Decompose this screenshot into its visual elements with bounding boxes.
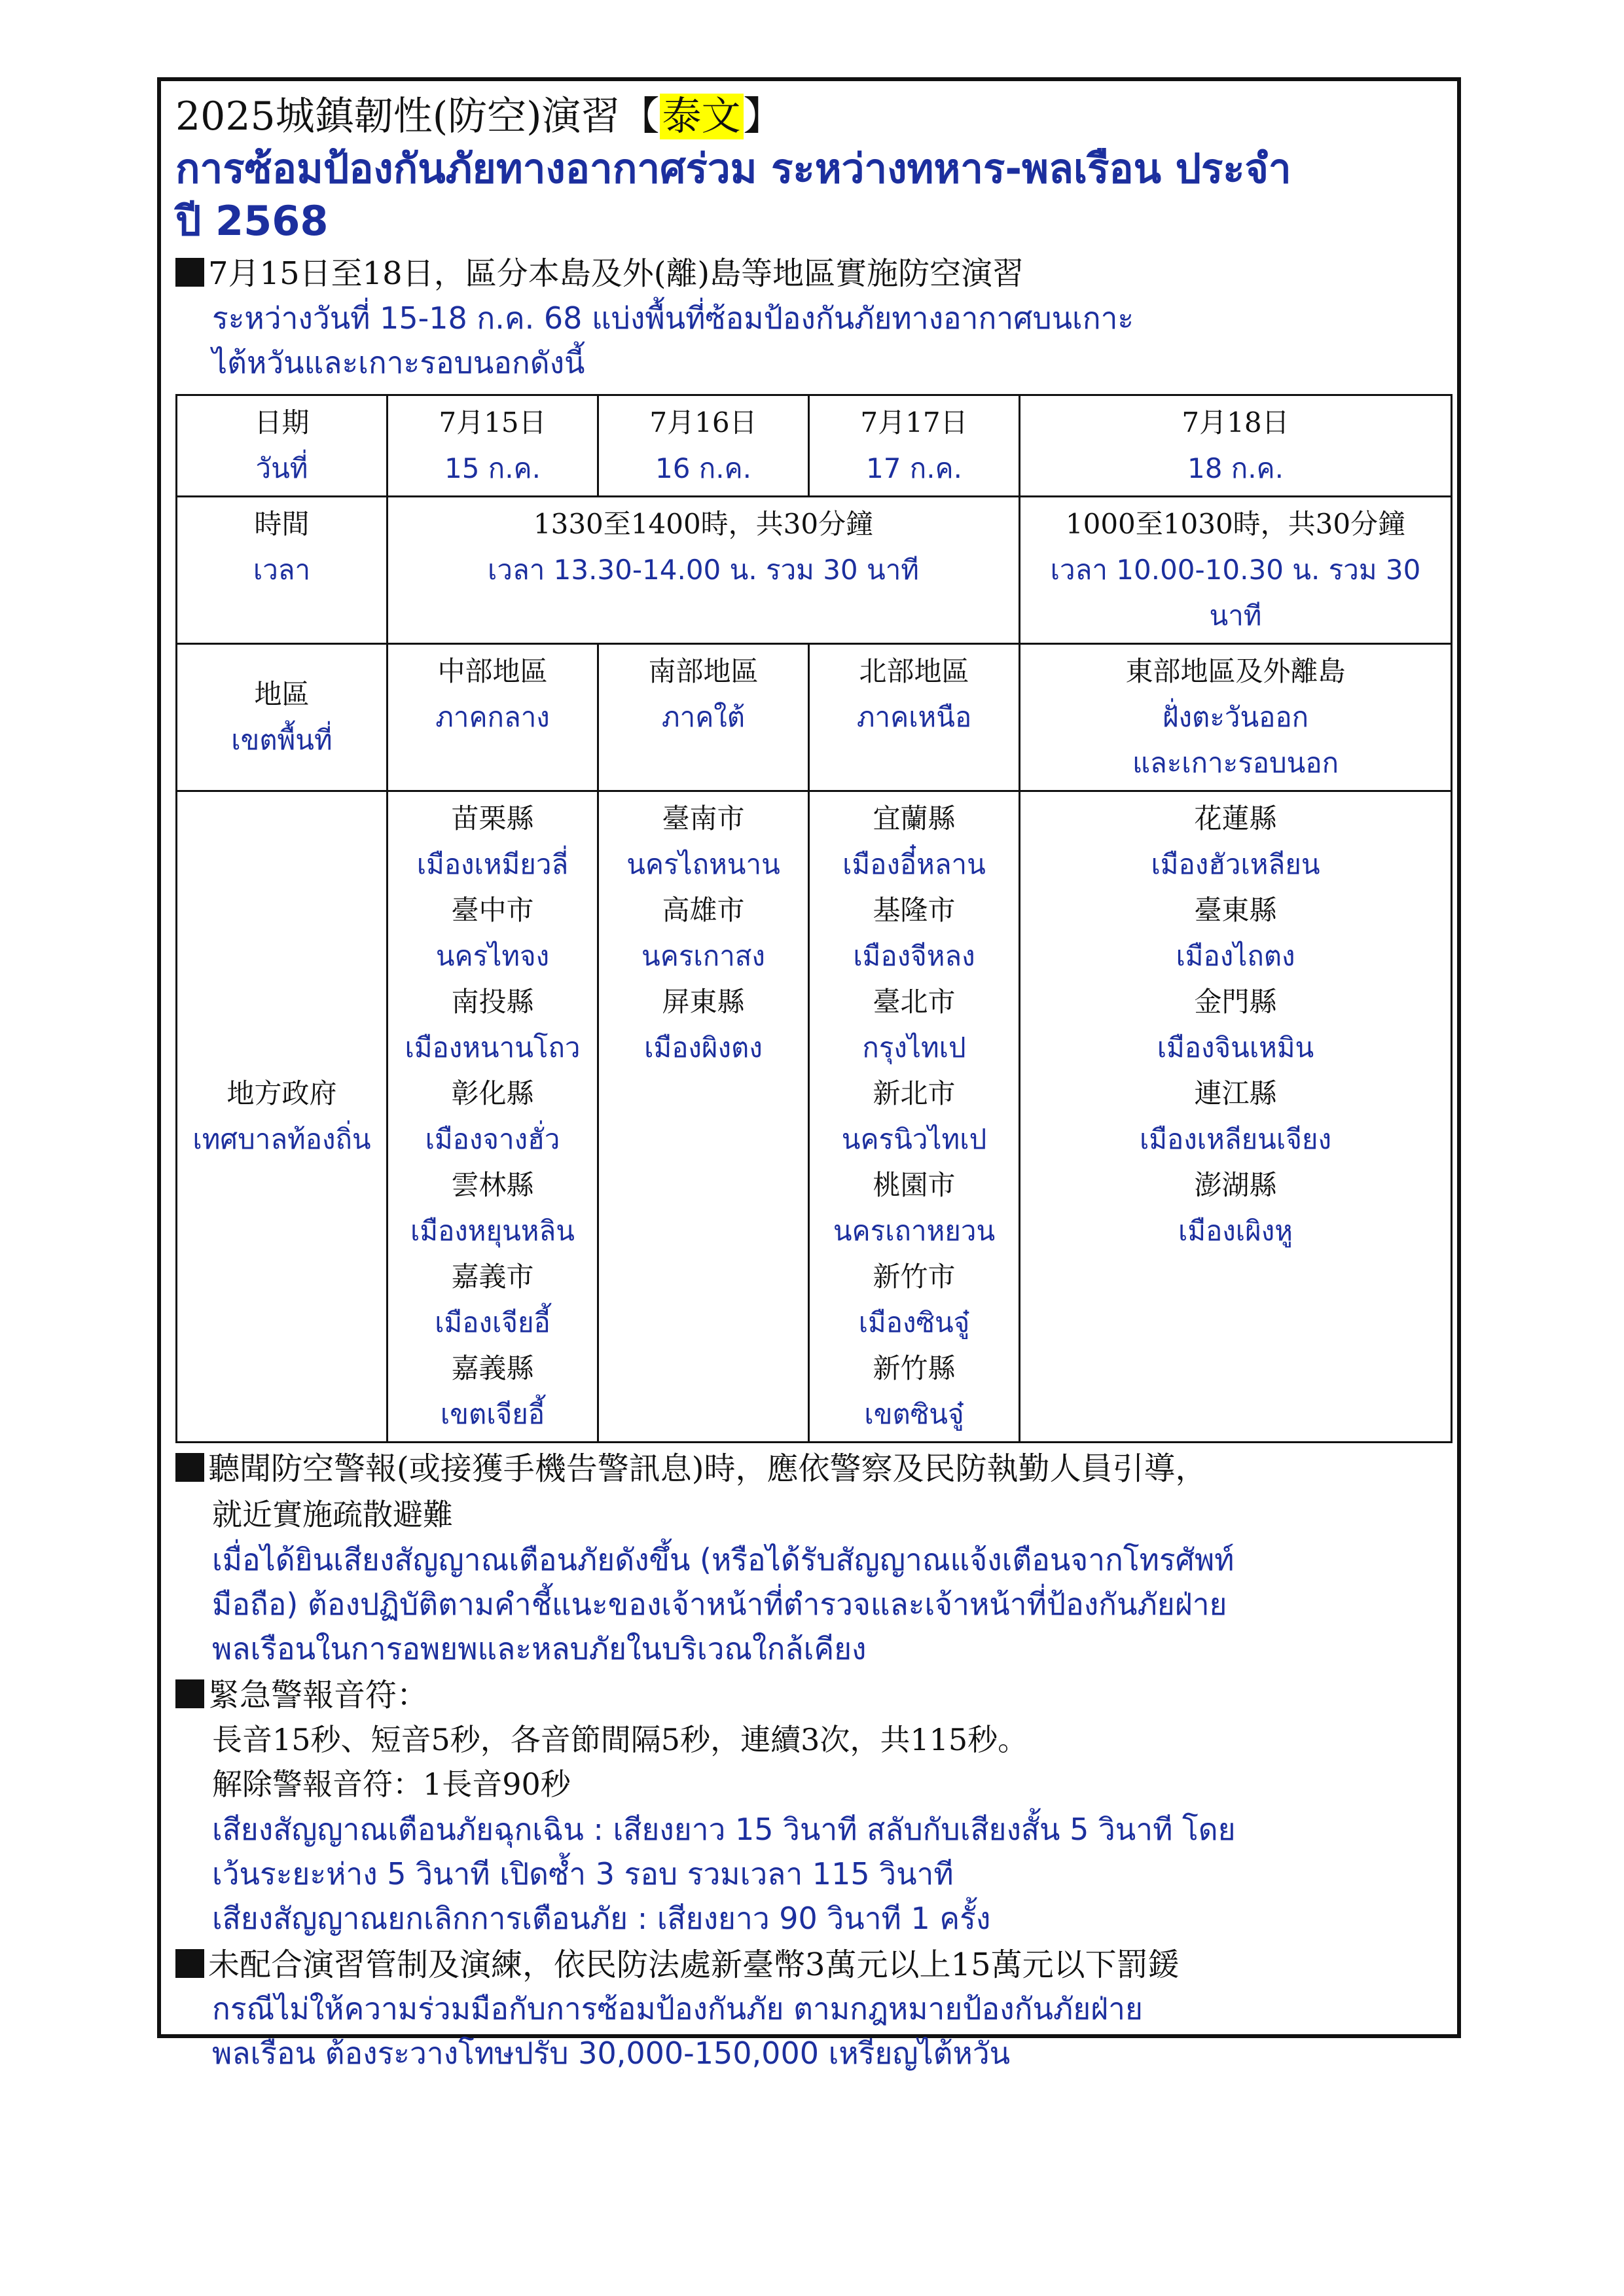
penalty-cn-text: 未配合演習管制及演練，依民防法處新臺幣3萬元以上15萬元以下罰鍰	[208, 1946, 1180, 1983]
time-cell-b: 1000至1030時，共30分鐘 เวลา 10.00-10.30 น. รวม 30 นาที	[1020, 497, 1452, 644]
county-name-cn: 金門縣	[1194, 986, 1277, 1018]
county-name-th: เมืองหยุนหลิน	[410, 1215, 575, 1247]
alarm-th-line2: มือถือ) ต้องปฏิบัติตามคำชี้แนะของเจ้าหน้าที่ตำรวจและเจ้าหน้าที่ป้องกันภัยฝ่าย	[212, 1587, 1227, 1622]
county-name-th: เมืองซินจู๋	[858, 1306, 970, 1338]
county-name-th: เมืองเหมียวลี่	[416, 848, 569, 880]
penalty-cn	[175, 1944, 1180, 1986]
document-frame	[157, 77, 1461, 2071]
date-label-cell: 日期 วันที่	[177, 395, 388, 497]
government-list-north	[809, 791, 1020, 1443]
signal-cn-head-text: 緊急警報音符：	[208, 1677, 429, 1713]
county-name-cn: 連江縣	[1194, 1077, 1277, 1109]
county-name-th: เมืองจางฮั่ว	[425, 1123, 560, 1155]
county-name-cn: 桃園市	[873, 1169, 956, 1201]
government-list-south	[598, 791, 809, 1443]
county-name-cn: 屏東縣	[662, 986, 745, 1018]
area-cell: 東部地區及外離島 ฝั่งตะวันออก และเกาะรอบนอก	[1020, 644, 1452, 791]
county-name-th: เมืองอี๋หลาน	[842, 848, 986, 880]
alarm-cn-line2: 就近實施疏散避難	[212, 1497, 453, 1532]
county-name-cn: 新竹市	[873, 1261, 956, 1293]
county-name-th: เขตเจียอี้	[440, 1398, 545, 1430]
county-name-th: เมืองฮัวเหลียน	[1151, 848, 1320, 880]
government-list-east	[1020, 791, 1452, 1443]
area-label-cell: 地區 เขตพื้นที่	[177, 644, 388, 791]
county-name-th: นครไทจง	[435, 940, 550, 972]
county-name-th: เมืองเหลียนเจียง	[1140, 1123, 1331, 1155]
county-name-th: เขตซินจู๋	[864, 1398, 964, 1430]
area-cell: 中部地區 ภาคกลาง	[388, 644, 598, 791]
county-name-cn: 花蓮縣	[1194, 802, 1277, 834]
county-name-cn: 雲林縣	[451, 1169, 534, 1201]
signal-cn-line1: 長音15秒、短音5秒，各音節間隔5秒，連續3次，共115秒。	[212, 1722, 1028, 1757]
intro-th-line1: ระหว่างวันที่ 15-18 ก.ค. 68 แบ่งพื้นที่ซ้อมป้องกันภัยทางอากาศบนเกาะ	[212, 300, 1134, 336]
county-name-cn: 嘉義縣	[451, 1352, 534, 1384]
signal-cn-line2: 解除警報音符：1長音90秒	[212, 1767, 571, 1802]
county-name-cn: 宜蘭縣	[873, 802, 956, 834]
alarm-cn-text: 聽聞防空警報(或接獲手機告警訊息)時，應依警察及民防執勤人員引導，	[208, 1450, 1207, 1487]
title-cn-prefix: 2025城鎮韌性(防空)演習【	[175, 94, 660, 139]
signal-cn-head	[175, 1674, 428, 1716]
county-name-th: นครนิวไทเป	[841, 1123, 987, 1155]
signal-th-line3: เสียงสัญญาณยกเลิกการเตือนภัย : เสียงยาว 90 วินาที 1 ครั้ง	[212, 1901, 991, 1936]
signal-th-line1: เสียงสัญญาณเตือนภัยฉุกเฉิน : เสียงยาว 15 วินาที สลับกับเสียงสั้น 5 วินาที โดย	[212, 1812, 1236, 1847]
government-list-central	[388, 791, 598, 1443]
county-name-th: นครเถาหยวน	[833, 1215, 996, 1247]
area-row	[177, 644, 1452, 791]
time-cell-a: 1330至1400時，共30分鐘 เวลา 13.30-14.00 น. รวม 30 นาที	[388, 497, 1020, 644]
time-label-cell: 時間 เวลา	[177, 497, 388, 644]
county-name-cn: 新竹縣	[873, 1352, 956, 1384]
date-cell: 7月18日 18 ก.ค.	[1020, 395, 1452, 497]
title-thai-line2: ปี 2568	[175, 197, 329, 245]
county-name-cn: 嘉義市	[451, 1261, 534, 1293]
penalty-th-line2: พลเรือน ต้องระวางโทษปรับ 30,000-150,000 เหรียญไต้หวัน	[212, 2036, 1011, 2071]
county-name-cn: 南投縣	[451, 986, 534, 1018]
county-name-th: เมืองจีหลง	[853, 940, 975, 972]
area-cell: 南部地區 ภาคใต้	[598, 644, 809, 791]
penalty-th-line1: กรณีไม่ให้ความร่วมมือกับการซ้อมป้องกันภัย ตามกฎหมายป้องกันภัยฝ่าย	[212, 1991, 1143, 2026]
bullet-square-icon	[175, 258, 204, 287]
bullet-square-icon	[175, 1949, 204, 1978]
county-name-cn: 臺北市	[873, 986, 956, 1018]
alarm-cn-line1	[175, 1448, 1206, 1490]
government-label-cell: 地方政府 เทศบาลท้องถิ่น	[177, 791, 388, 1443]
county-name-th: เมืองไถตง	[1176, 940, 1295, 972]
county-name-th: เมืองผิงตง	[644, 1031, 763, 1064]
county-name-cn: 高雄市	[662, 894, 745, 926]
date-cell: 7月15日 15 ก.ค.	[388, 395, 598, 497]
county-name-th: เมืองจินเหมิน	[1157, 1031, 1314, 1064]
signal-th-line2: เว้นระยะห่าง 5 วินาที เปิดซ้ำ 3 รอบ รวมเวลา 115 วินาที	[212, 1856, 954, 1892]
date-cell: 7月17日 17 ก.ค.	[809, 395, 1020, 497]
intro-cn	[175, 253, 1024, 295]
government-row	[177, 791, 1452, 1443]
area-cell: 北部地區 ภาคเหนือ	[809, 644, 1020, 791]
title-chinese	[175, 92, 783, 141]
county-name-cn: 苗栗縣	[451, 802, 534, 834]
title-thai-line1: การซ้อมป้องกันภัยทางอากาศร่วม ระหว่างทหาร-พลเรือน ประจำ	[175, 145, 1291, 192]
county-name-cn: 基隆市	[873, 894, 956, 926]
intro-cn-text: 7月15日至18日，區分本島及外(離)島等地區實施防空演習	[208, 255, 1024, 292]
date-cell: 7月16日 16 ก.ค.	[598, 395, 809, 497]
county-name-cn: 新北市	[873, 1077, 956, 1109]
county-name-cn: 臺東縣	[1194, 894, 1277, 926]
alarm-th-line3: พลเรือนในการอพยพและหลบภัยในบริเวณใกล้เคียง	[212, 1631, 867, 1666]
county-name-cn: 澎湖縣	[1194, 1169, 1277, 1201]
alarm-th-line1: เมื่อได้ยินเสียงสัญญาณเตือนภัยดังขึ้น (หรือได้รับสัญญาณแจ้งเตือนจากโทรศัพท์	[212, 1542, 1235, 1577]
bullet-square-icon	[175, 1453, 204, 1482]
intro-th-line2: ไต้หวันและเกาะรอบนอกดังนี้	[212, 345, 585, 380]
county-name-cn: 彰化縣	[451, 1077, 534, 1109]
county-name-cn: 臺中市	[451, 894, 534, 926]
title-cn-highlight: 泰文	[660, 94, 744, 139]
date-row	[177, 395, 1452, 497]
county-name-cn: 臺南市	[662, 802, 745, 834]
county-name-th: นครเกาสง	[641, 940, 765, 972]
title-cn-suffix: 】	[743, 94, 783, 139]
county-name-th: กรุงไทเป	[862, 1031, 966, 1064]
county-name-th: เมืองเจียอี้	[435, 1306, 550, 1338]
county-name-th: นครไถหนาน	[626, 848, 780, 880]
county-name-th: เมืองเผิงหู	[1178, 1215, 1293, 1247]
county-name-th: เมืองหนานโถว	[405, 1031, 581, 1064]
time-row	[177, 497, 1452, 644]
bullet-square-icon	[175, 1679, 204, 1708]
schedule-table	[175, 394, 1453, 1443]
